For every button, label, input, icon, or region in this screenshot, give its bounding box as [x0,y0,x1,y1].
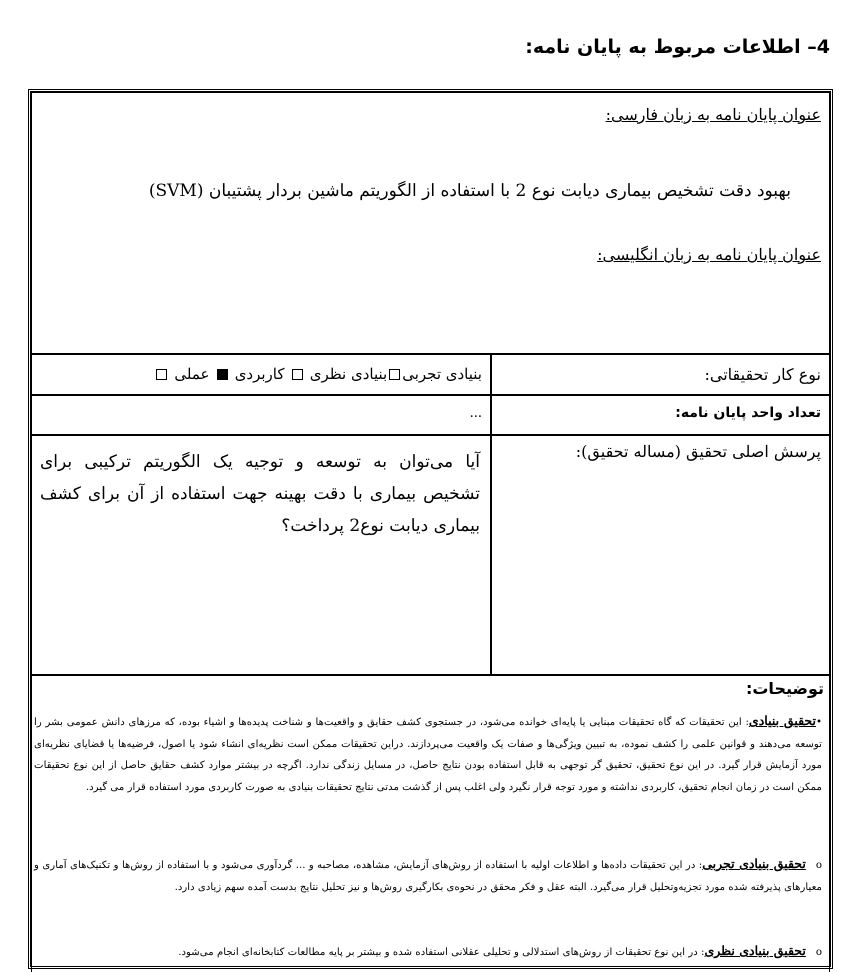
units-label: تعداد واحد پایان نامه: [675,405,821,421]
notes-title: توضیحات: [745,679,824,698]
checkbox-basic-theoretical[interactable] [292,369,303,380]
persian-title-value: بهبود دقت تشخیص بیماری دیابت نوع 2 با استفاده از الگوریتم ماشین بردار پشتیبان (SVM) [148,181,791,201]
circle-bullet-icon: o [815,947,822,958]
term-basic-theoretical: تحقیق بنیادی نظری [704,943,806,958]
units-label-cell [491,395,830,435]
checkbox-practical[interactable] [156,369,167,380]
question-value: آیا می‌توان به توسعه و توجیه یک الگوریتم ترکیبی برای تشخیص بیماری با دقت بهینه جهت استفاده از آن برای کشف بیماری دیابت نوع2 پرداخت؟ [40,452,480,536]
note-basic-experimental [34,853,822,898]
note-basic-research [34,710,822,798]
section-title: 4– اطلاعات مربوط به پایان نامه: [525,36,830,58]
research-type-label: نوع کار تحقیقاتی: [704,365,821,384]
checkbox-basic-experimental[interactable] [389,369,400,380]
question-label-cell [491,435,830,675]
option-label-applied: کاربردی [234,365,285,383]
option-label-basic-experimental: بنیادی تجربی [402,365,482,383]
research-type-options-cell [31,354,491,395]
research-type-options [154,364,482,383]
text-basic-experimental: : در این تحقیقات داده‌ها و اطلاعات اولیه با استفاده از روش‌های آزمایش، مشاهده، مصاحبه و ... گردآوری می‌شود و با استفاده از روش‌ها و تکنیک‌های آماری و معیارهای پذیرفته شده مورد تجزیه‌وتحلیل قرار می‌گیرد. البته عقل و فکر محقق در نحوه‌ی بکارگیری روش‌ها و نیز تحلیل نتایج بدست آمده سهم زیادی دارد. [34,860,822,893]
term-basic-research: تحقیق بنیادی [748,713,816,728]
option-label-basic-theoretical: بنیادی نظری [309,365,388,383]
text-basic-research: : این تحقیقات که گاه تحقیقات مبنایی یا پایه‌ای خوانده می‌شود، در جستجوی کشف حقایق و واقعیت‌ها و شناخت پدیده‌ها و اشیاء بوده، که مرزهای دانش عمومی بشر را توسعه می‌دهند و قوانین علمی را کشف نموده، به تبیین ویژگی‌ها و صفات یک واقعیت می‌پردازند. دراین تحقیقات ممکن است نظریه‌ای انشاء شود یا اصول، فرضیه‌ها یا قضایای نظریه‌ای مورد آزمایش قرار گیرد. در این نوع تحقیق، تحقیق گر توجهی به قابل استفاده بودن نتایج حاصل، در مسایل زندگی ندارد. اگرچه در بیشتر موارد کشف حقایق حاصل از این نوع تحقیقات ممکن است در زمان انجام تحقیق، کاربردی نداشته و مورد توجه قرار نگیرد ولی اغلب پس از گذشت مدتی نتایج تحقیقات بنیادی به صورت کاربردی مورد استفاده قرار می گیرد. [34,717,822,793]
english-title-label: عنوان پایان نامه به زبان انگلیسی: [597,245,821,264]
circle-bullet-icon: o [815,860,822,871]
thesis-info-table [28,89,833,969]
option-label-practical: عملی [174,365,210,383]
checkbox-applied[interactable] [217,369,228,380]
text-basic-theoretical: : در این نوع تحقیقات از روش‌های استدلالی و تحلیلی عقلانی استفاده شده و بیشتر بر پایه مطالعات کتابخانه‌ای انجام می‌شود. [178,947,705,958]
research-type-label-cell [491,354,830,395]
bullet-icon: • [815,717,822,728]
units-value: ... [469,406,482,421]
units-value-cell [31,395,491,435]
note-basic-theoretical [34,940,822,964]
persian-title-label: عنوان پایان نامه به زبان فارسی: [605,105,821,124]
term-basic-experimental: تحقیق بنیادی تجربی [702,856,806,871]
title-cell [31,92,830,354]
question-label: پرسش اصلی تحقیق (مساله تحقیق): [575,442,821,461]
question-value-cell [31,435,491,675]
